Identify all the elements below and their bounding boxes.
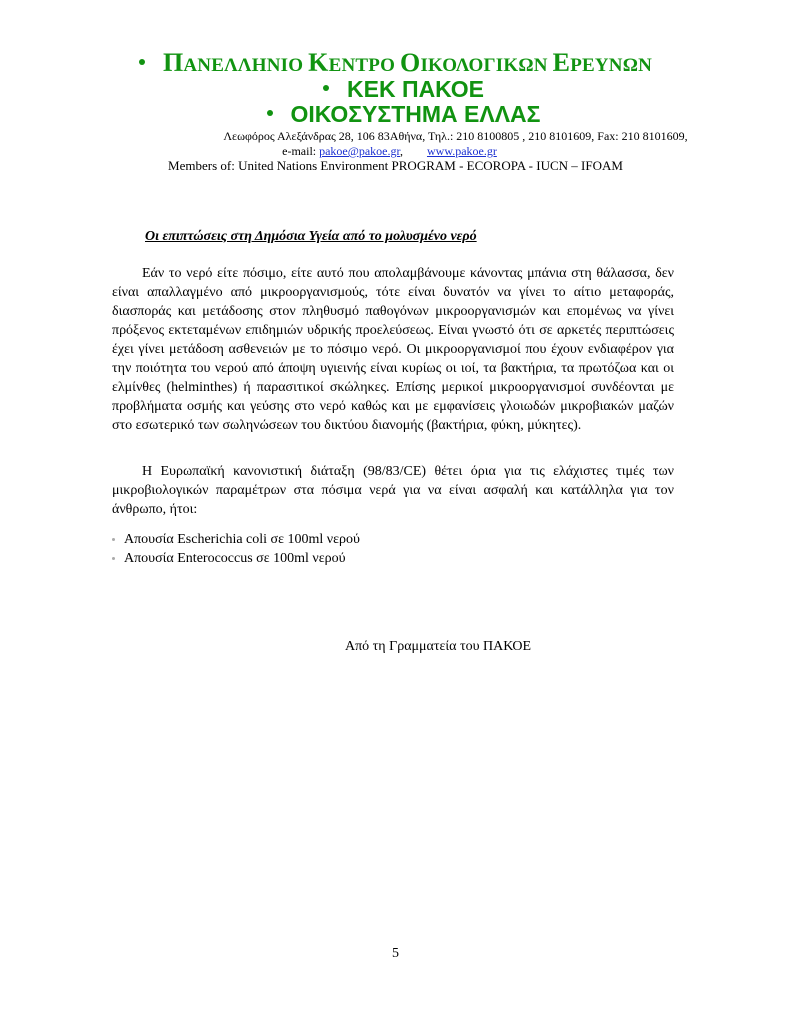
members-line: Members of: United Nations Environment PROGRAM - ECOROPA - IUCN – IFOAM [168, 158, 623, 173]
bullet-icon [267, 110, 273, 116]
list-item: Απουσία Escherichia coli σε 100ml νερού [112, 530, 360, 549]
bullet-icon [139, 59, 145, 65]
article-paragraph-2: Η Ευρωπαϊκή κανονιστική διάταξη (98/83/CE) θέτει όρια για τις ελάχιστες τιμές των μικροβιολογικών παραμέτρων στα πόσιμα νερά για να είναι ασφαλή και κατάλληλα για τον άνθρωπο, ήτοι: [112, 464, 674, 517]
article-paragraph-1: Εάν το νερό είτε πόσιμο, είτε αυτό που απολαμβάνουμε κάνοντας μπάνια στη θάλασσα, δεν είναι απαλλαγμένο από μικροοργανισμούς, τότε είναι δυνατόν να γίνει το αίτιο μεταφοράς, διασποράς και μετάδοσης στον πληθυσμό παθογόνων μικροοργανισμών και επομένως να γίνει πρόξενος εκτεταμένων επιδημιών υδρικής προελεύσεως. Είναι γνωστό ότι σε αρκετές περιπτώσεις έχει γίνει μετάδοση ασθενειών με το πόσιμο νερό. Οι μικροοργανισμοί που έχουν ενδιαφέρον για την ποιότητα του νερού από άποψη υγιεινής είναι κυρίως οι ιοί, τα βακτήρια, τα πρωτόζωα και οι ελμίνθες (helminthes) ή παρασιτικοί σκώληκες. Επίσης μερικοί μικροοργανισμοί συνδέονται με προβλήματα οσμής και γεύσης στο νερό καθώς και με εμφανίσεις γλοιωδών μικροβιακών μαζών στο εσωτερικό των σωληνώσεων του δικτύου διανομής (βακτήρια, φύκη, μύκητες). [112, 266, 674, 433]
website-link[interactable]: www.pakoe.gr [426, 144, 497, 158]
bullet-icon [112, 557, 115, 560]
signature: Από τη Γραμματεία του ΠΑΚΟΕ [345, 639, 532, 654]
contact-line [0, 144, 785, 159]
email-label: e-mail: [282, 144, 320, 158]
article-title: Οι επιπτώσεις στη Δημόσια Υγεία από το μολυσμένο νερό [145, 229, 477, 244]
contact-separator: , [399, 144, 403, 158]
address-line: Λεωφόρος Αλεξάνδρας 28, 106 83Αθήνα, Τηλ.: 210 8100805 , 210 8101609, Fax: 210 8101609, [223, 129, 688, 143]
kek-name: ΚΕΚ ΠΑΚΟΕ [8, 76, 791, 103]
list-item: Απουσία Enterococcus σε 100ml νερού [112, 549, 360, 568]
page-number: 5 [392, 946, 399, 961]
requirements-list [112, 530, 360, 568]
email-link[interactable]: pakoe@pakoe.gr [319, 144, 400, 158]
bullet-icon [112, 538, 115, 541]
bullet-icon [323, 85, 329, 91]
organization-name: ΠΑΝΕΛΛΗΝΙΟ ΚΕΝΤΡΟ ΟΙΚΟΛΟΓΙΚΩΝ ΕΡΕΥΝΩΝ [0, 48, 791, 78]
ecosystem-name: ΟΙΚΟΣΥΣΤΗΜΑ ΕΛΛΑΣ [8, 101, 791, 128]
